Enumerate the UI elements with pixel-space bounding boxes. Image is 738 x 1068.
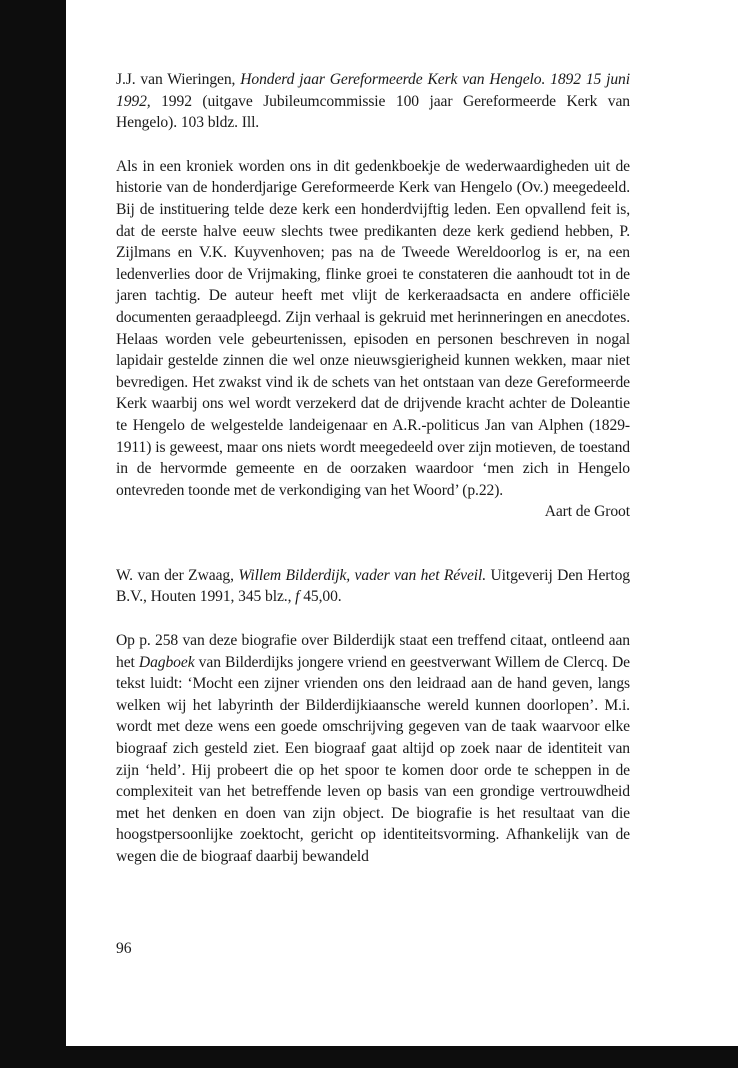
review1-title: Honderd jaar Gereformeerde Kerk van Hengelo. 1892 15 juni 1992,: [116, 71, 630, 110]
review2-title: Willem Bilderdijk, vader van het Réveil.: [238, 566, 487, 584]
review1-citation: [116, 69, 630, 134]
review2-author: W. van der Zwaag,: [116, 566, 239, 584]
review1-body: Als in een kroniek worden ons in dit gedenkboekje de wederwaardigheden uit de historie van de honderdjarige Gereformeerde Kerk van Hengelo (Ov.) meegedeeld. Bij de instituering telde deze kerk een honderdvijftig leden. Een opvallend feit is, dat de eerste halve eeuw slechts twee predikanten deze kerk gediend hebben, P. Zijlmans en V.K. Kuyvenhoven; pas na de Tweede Wereldoorlog is er, na een ledenverlies door de Vrijmaking, flinke groei te constateren die aanhoudt tot in de jaren tachtig. De auteur heeft met vlijt de kerkeraadsacta en andere officiële documenten geraadpleegd. Zijn verhaal is gekruid met herinneringen en anecdotes. Helaas worden vele gebeurtenissen, episoden en personen beschreven in nogal lapidair gestelde zinnen die wel onze nieuwsgierigheid kunnen wekken, maar niet bevredigen. Het zwakst vind ik de schets van het ontstaan van deze Gereformeerde Kerk waarbij ons wel wordt verzekerd dat de drijvende kracht achter de Doleantie te Hengelo de welgestelde landeigenaar en A.R.-politicus Jan van Alphen (1829-1911) is geweest, maar ons niets wordt meegedeeld over zijn motieven, de toestand in de hervormde gemeente en de oorzaken waardoor ‘men zich in Hengelo ontevreden toonde met de verkondiging van het Woord’ (p.22).: [116, 157, 630, 499]
review2-body-italic: Dagboek: [138, 653, 195, 671]
scan-edge-left: [0, 0, 66, 1068]
review2-citation: [116, 565, 630, 608]
review2-publication-info: Uitgeverij Den Hertog B.V., Houten 1991, 345 blz.,: [116, 566, 631, 606]
page-number: 96: [116, 940, 132, 957]
review1-publication-info: 1992 (uitgave Jubileumcommissie 100 jaar Gereformeerde Kerk van Hengelo). 103 bldz. Ill.: [116, 92, 630, 132]
review1-signature: Aart de Groot: [544, 503, 630, 521]
review2-body-text: Op p. 258 van deze biografie over Bilderdijk staat een treffend citaat, ontleend aan het: [116, 632, 630, 671]
review2-body-text-continued: van Bilderdijks jongere vriend en geestverwant Willem de Clercq. De tekst luidt: ‘Mocht een zijner vrienden ons den leidraad aan de hand geven, langs welken wij het labyrinth der Bilderdijkiaansche wereld kunnen doorlopen’. M.i. wordt met deze wens een goede omschrijving gegeven van de taak waarvoor elke biograaf zich gesteld ziet. Een biograaf gaat altijd op zoek naar de identiteit van zijn ‘held’. Hij probeert die op het spoor te komen door orde te scheppen in de complexiteit van het betreffende leven op basis van een grondige vertrouwdheid met het denken en doen van zijn object. De biografie is het resultaat van die hoogstpersoonlijke zoektocht, gericht op identiteitsvorming. Afhankelijk van de wegen die de biograaf daarbij bewandeld: [116, 653, 630, 865]
review1-author: J.J. van Wieringen,: [116, 71, 241, 88]
scan-edge-bottom: [0, 1046, 738, 1068]
review2-price-symbol: f: [295, 588, 300, 606]
page-body: [116, 69, 630, 868]
review2-body: [116, 630, 630, 868]
review2-price: 45,00.: [299, 588, 342, 606]
